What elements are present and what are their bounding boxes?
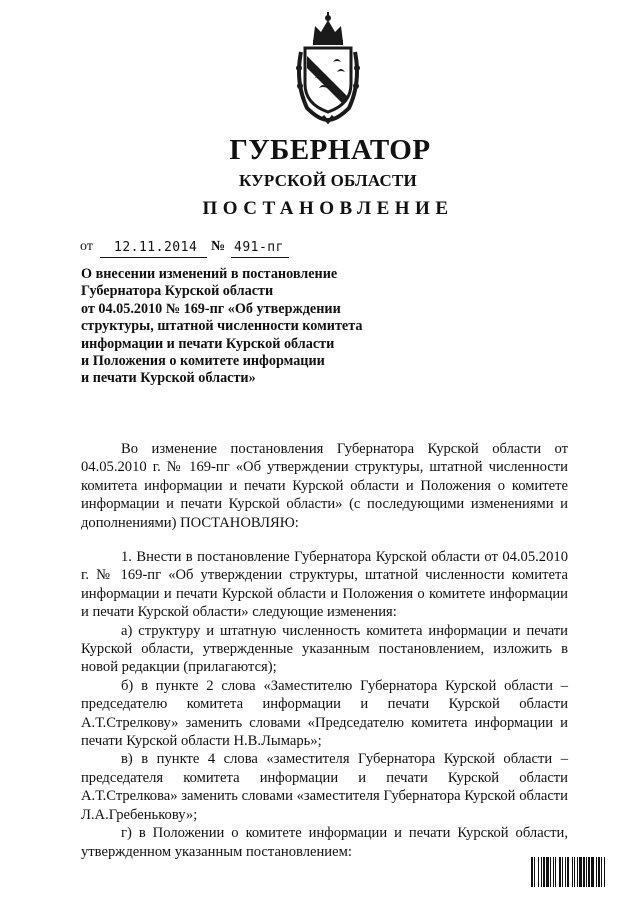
preamble-block <box>81 440 568 532</box>
subject-line: О внесении изменений в постановление <box>81 266 338 282</box>
subject-heading <box>81 266 421 388</box>
item-a-paragraph: а) структуру и штатную численность комитета информации и печати Курской области, утвержденные указанным постановлением, изложить в новой редакции (прилагаются); <box>81 622 568 676</box>
subject-line: и Положения о комитете информации <box>81 353 325 370</box>
clause-1-paragraph: 1. Внести в постановление Губернатора Курской области от 04.05.2010 г. № 169-пг «Об утверждении структуры, штатной численности комитета информации и печати Курской области и Положения о комитете информации и печати Курской области» следующие изменения: <box>81 549 568 621</box>
item-g-paragraph: г) в Положении о комитете информации и печати Курской области, утвержденном указанным постановлением: <box>81 825 568 860</box>
header-subtitle: КУРСКОЙ ОБЛАСТИ <box>239 171 417 190</box>
item-b-paragraph: б) в пункте 2 слова «Заместителю Губернатора Курской области – председателю комитета информации и печати Курской области А.Т.Стрелкову» заменить словами «Председателю комитета информации и печати Курской области Н.В.Лымарь»; <box>81 677 568 750</box>
preamble-paragraph: Во изменение постановления Губернатора Курской области от 04.05.2010 г. № 169-пг «Об утверждении структуры, штатной численности комитета информации и печати Курской области и Положения о комитете информации и печати Курской области» (с последующими изменениями и дополнениями) ПОСТАНОВЛЯЮ: <box>81 441 568 531</box>
date-value: 12.11.2014 <box>100 238 207 258</box>
subject-line: структуры, штатной численности комитета <box>81 318 363 335</box>
subject-line: информации и печати Курской области <box>81 335 335 352</box>
kursk-coat-of-arms-icon <box>293 12 363 124</box>
subject-line: Губернатора Курской области <box>81 283 274 300</box>
number-label: № <box>211 239 226 254</box>
document-type: ПОСТАНОВЛЕНИЕ <box>202 198 454 219</box>
subject-line: от 04.05.2010 № 169-пг «Об утверждении <box>81 300 341 317</box>
barcode-icon <box>531 857 621 887</box>
date-label: от <box>80 239 93 254</box>
clauses-block <box>81 548 568 861</box>
subject-line: и печати Курской области» <box>81 370 256 387</box>
date-number-line <box>80 236 340 258</box>
number-value: 491-пг <box>231 238 289 258</box>
item-v-paragraph: в) в пункте 4 слова «заместителя Губернатора Курской области – председателя комитета информации и печати Курской области А.Т.Стрелкова» заменить словами «заместителя Губернатора Курской области Л.А.Гребенькову»; <box>81 751 568 823</box>
header-title: ГУБЕРНАТОР <box>229 134 431 166</box>
